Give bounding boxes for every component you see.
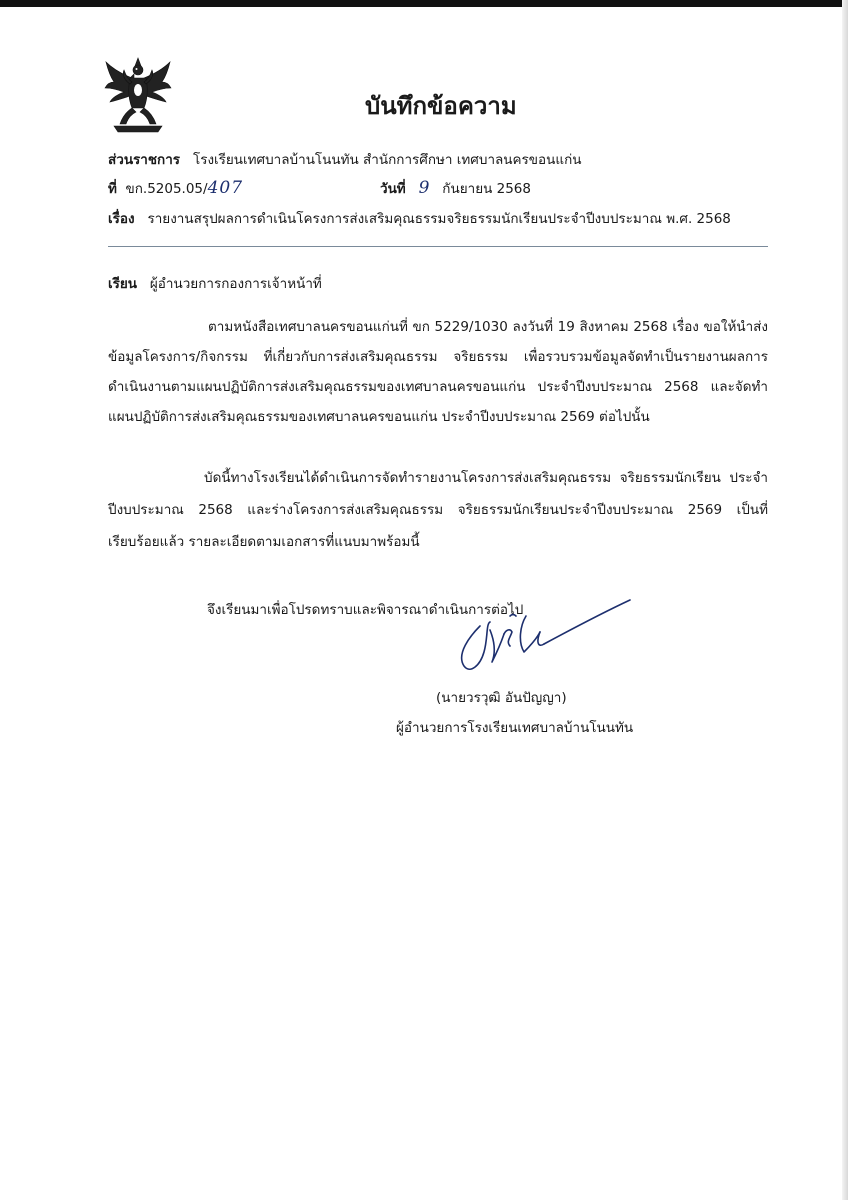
date-line — [380, 177, 531, 199]
closing-line: จึงเรียนมาเพื่อโปรดทราบและพิจารณาดำเนินการต่อไป — [207, 602, 524, 618]
subject-label: เรื่อง — [108, 211, 135, 227]
garuda-emblem-icon — [104, 56, 172, 134]
handwritten-signature — [440, 596, 640, 686]
reference-number-handwritten: 407 — [207, 178, 244, 198]
addressee-value: ผู้อำนวยการกองการเจ้าหน้าที่ — [149, 276, 322, 292]
paragraph-2-text: บัดนี้ทางโรงเรียนได้ดำเนินการจัดทำรายงานโครงการส่งเสริมคุณธรรม จริยธรรมนักเรียน ประจำปีงบประมาณ 2568 และร่างโครงการส่งเสริมคุณธรรม จริยธรรมนักเรียนประจำปีงบประมาณ 2569 เป็นที่เรียบร้อยแล้ว รายละเอียดตามเอกสารที่แนบมาพร้อมนี้ — [108, 470, 768, 550]
addressee-label: เรียน — [108, 276, 138, 292]
subject-line — [108, 207, 731, 229]
header-divider — [108, 246, 768, 247]
memo-title: บันทึกข้อความ — [365, 92, 517, 120]
reference-label: ที่ — [108, 181, 117, 197]
subject-value: รายงานสรุปผลการดำเนินโครงการส่งเสริมคุณธรรมจริยธรรมนักเรียนประจำปีงบประมาณ พ.ศ. 2568 — [147, 211, 731, 227]
paragraph-1-text: ตามหนังสือเทศบาลนครขอนแก่นที่ ขก 5229/1030 ลงวันที่ 19 สิงหาคม 2568 เรื่อง ขอให้นำส่งข้อมูลโครงการ/กิจกรรม ที่เกี่ยวกับการส่งเสริมคุณธรรม จริยธรรม เพื่อรวบรวมข้อมูลจัดทำเป็นรายงานผลการดำเนินงานตามแผนปฏิบัติการส่งเสริมคุณธรรมของเทศบาลนครขอนแก่น ประจำปีงบประมาณ 2568 และจัดทำแผนปฏิบัติการส่งเสริมคุณธรรมของเทศบาลนครขอนแก่น ประจำปีงบประมาณ 2569 ต่อไปนั้น — [108, 319, 768, 425]
agency-line — [108, 148, 581, 170]
reference-line — [108, 177, 243, 199]
date-label: วันที่ — [380, 181, 406, 197]
body-paragraph-2 — [108, 462, 768, 558]
agency-value: โรงเรียนเทศบาลบ้านโนนทัน สำนักการศึกษา เทศบาลนครขอนแก่น — [192, 152, 582, 168]
agency-label: ส่วนราชการ — [108, 152, 181, 168]
body-paragraph-1 — [108, 312, 768, 432]
addressee-line — [108, 272, 322, 294]
reference-prefix: ขก.5205.05/ — [125, 181, 208, 197]
scan-edge-top — [0, 0, 848, 7]
scan-edge-right — [842, 0, 848, 1200]
date-day-handwritten: 9 — [418, 178, 430, 198]
date-month-year: กันยายน 2568 — [442, 181, 531, 197]
signatory-position: ผู้อำนวยการโรงเรียนเทศบาลบ้านโนนทัน — [396, 720, 634, 736]
signatory-name: (นายวรวุฒิ อันปัญญา) — [436, 690, 567, 706]
